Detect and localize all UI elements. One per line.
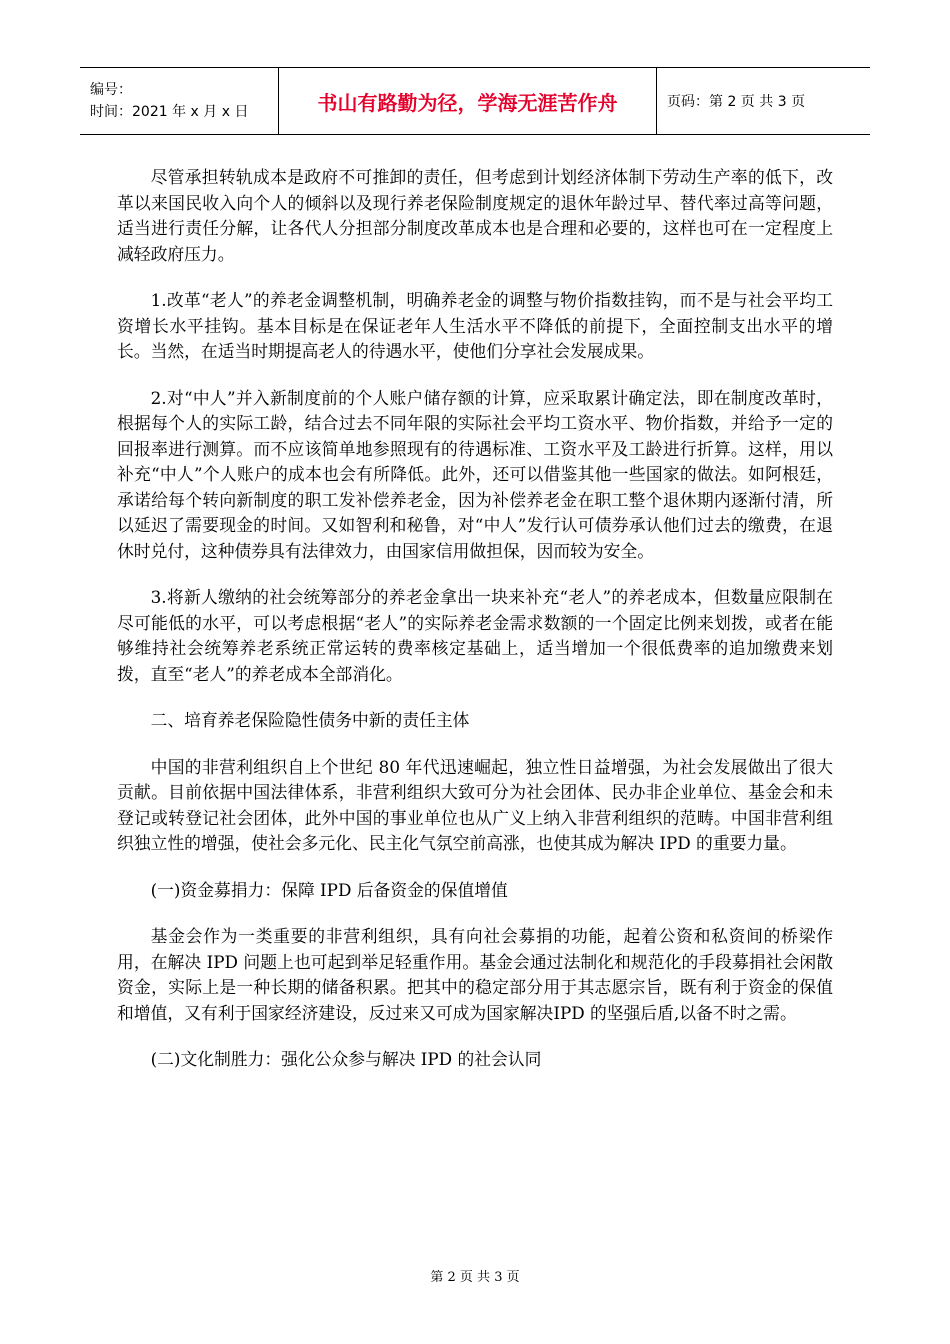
paragraph: 3.将新人缴纳的社会统筹部分的养老金拿出一块来补充“老人”的养老成本，但数量应限制在尽可能低的水平，可以考虑根据“老人”的实际养老金需求数额的一个固定比例来划拨，或者在能够维持社会统筹养老系统正常运转的费率核定基础上，适当增加一个很低费率的追加缴费来划拨，直至“老人”的养老成本全部消化。 — [117, 587, 833, 684]
document-time: 时间：2021 年 x 月 x 日 — [90, 104, 249, 120]
subsection-heading: (一)资金募捐力：保障 IPD 后备资金的保值增值 — [150, 879, 508, 900]
paragraph: 2.对“中人”并入新制度前的个人账户储存额的计算，应采取累计确定法，即在制度改革时，根据每个人的实际工龄，结合过去不同年限的实际社会平均工资水平、物价指数，并给予一定的回报率进行测算。而不应该简单地参照现有的待遇标准、工资水平及工龄进行折算。这样，用以补充“中人”个人账户的成本也会有所降低。此外，还可以借鉴其他一些国家的做法。如阿根廷，承诺给每个转向新制度的职工发补偿养老金，因为补偿养老金在职工整个退休期内逐渐付清，所以延迟了需要现金的时间。又如智利和秘鲁，对“中人”发行认可债券承认他们过去的缴费，在退休时兑付，这种债券具有法律效力，由国家信用做担保，因而较为安全。 — [117, 387, 833, 561]
paragraph: 1.改革“老人”的养老金调整机制，明确养老金的调整与物价指数挂钩，而不是与社会平均工资增长水平挂钩。基本目标是在保证老年人生活水平不降低的前提下，全面控制支出水平的增长。当然，在适当时期提高老人的待遇水平，使他们分享社会发展成果。 — [117, 290, 833, 361]
document-body — [117, 165, 833, 1094]
paragraph: 中国的非营利组织自上个世纪 80 年代迅速崛起，独立性日益增强，为社会发展做出了很大贡献。目前依据中国法律体系，非营利组织大致可分为社会团体、民办非企业单位、基金会和未登记或转登记社会团体，此外中国的事业单位也从广义上纳入非营利组织的范畴。中国非营利组织独立性的增强，使社会多元化、民主化气氛空前高涨，也使其成为解决 IPD 的重要力量。 — [117, 756, 833, 853]
header-page-info: 页码：第 2 页 共 3 页 — [667, 94, 806, 110]
page-footer: 第 2 页 共 3 页 — [430, 1270, 520, 1285]
section-heading: 二、培育养老保险隐性债务中新的责任主体 — [150, 710, 470, 730]
paragraph: 基金会作为一类重要的非营利组织，具有向社会募捐的功能，起着公资和私资间的桥梁作用，在解决 IPD 问题上也可起到举足轻重作用。基金会通过法制化和规范化的手段募捐社会闲散资金，实际上是一种长期的储备积累。把其中的稳定部分用于其志愿宗旨，既有利于资金的保值和增值，又有利于国家经济建设，反过来又可成为国家解决IPD 的坚强后盾,以备不时之需。 — [117, 926, 833, 1023]
header-meta — [80, 68, 279, 134]
page-header — [80, 67, 870, 135]
document-number: 编号： — [90, 82, 132, 98]
header-motto: 书山有路勤为径，学海无涯苦作舟 — [279, 68, 657, 134]
subsection-heading: (二)文化制胜力：强化公众参与解决 IPD 的社会认同 — [150, 1049, 542, 1069]
paragraph: 尽管承担转轨成本是政府不可推卸的责任，但考虑到计划经济体制下劳动生产率的低下，改革以来国民收入向个人的倾斜以及现行养老保险制度规定的退休年龄过早、替代率过高等问题，适当进行责任分解，让各代人分担部分制度改革成本也是合理和必要的，这样也可在一定程度上减轻政府压力。 — [117, 167, 833, 264]
